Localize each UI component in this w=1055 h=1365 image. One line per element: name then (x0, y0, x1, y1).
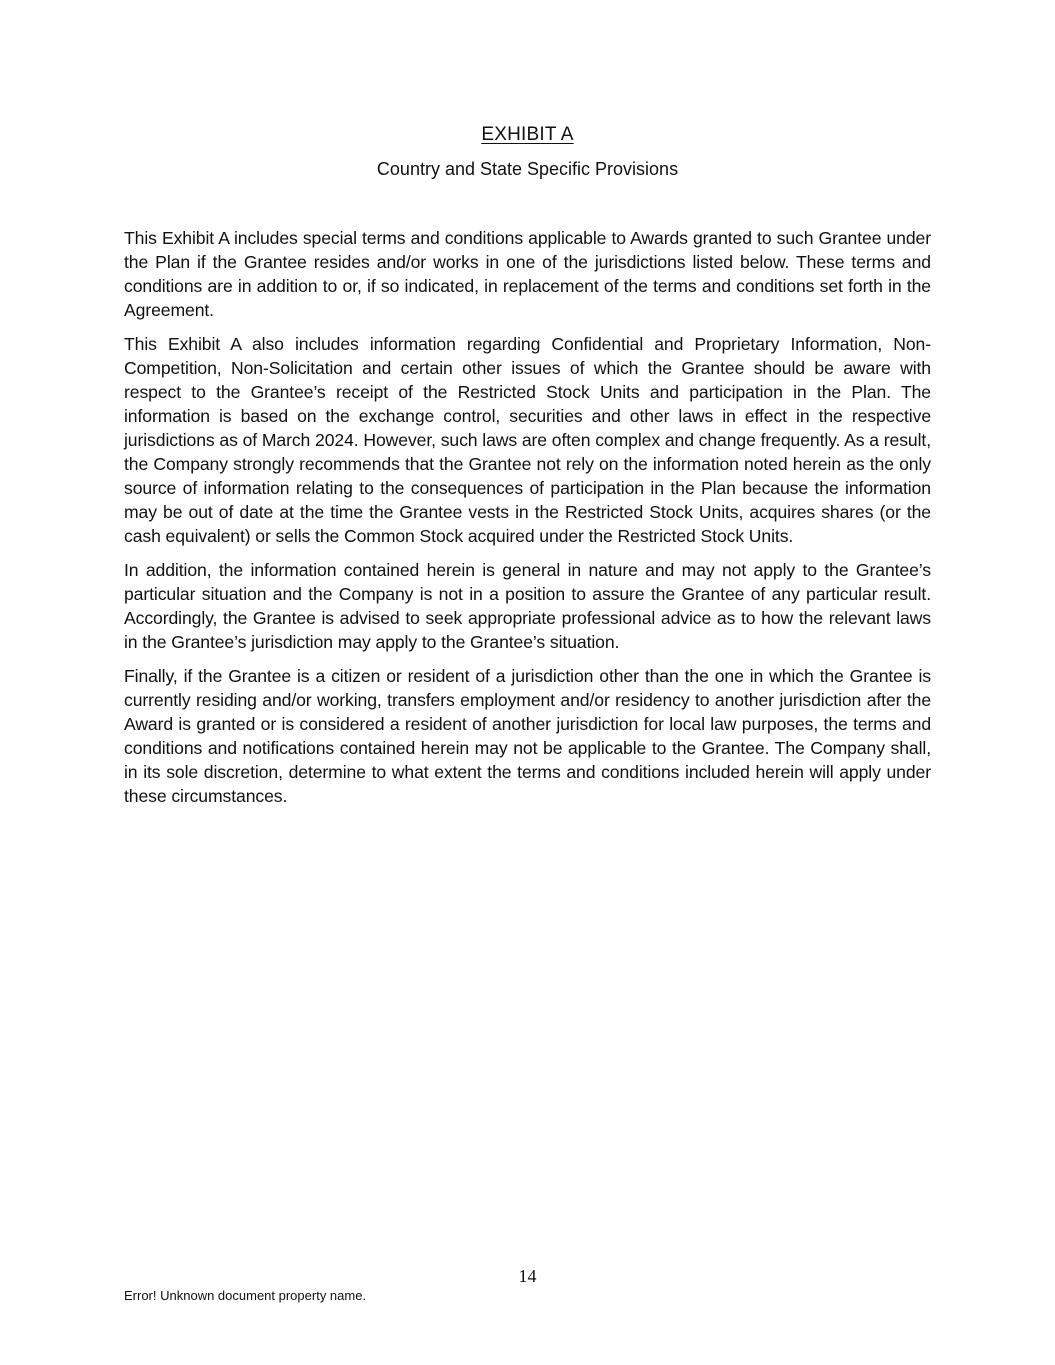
page-number: 14 (518, 1266, 537, 1286)
paragraph-information: This Exhibit A also includes information regarding Confidential and Proprietary Information, Non-Competition, Non-Solicitation and certain other issues of which the Grantee should be aware with respect to the Grantee’s receipt of the Restricted Stock Units and participation in the Plan. The information is based on the exchange control, securities and other laws in effect in the respective jurisdictions as of March 2024. However, such laws are often complex and change frequently. As a result, the Company strongly recommends that the Grantee not rely on the information noted herein as the only source of information relating to the consequences of participation in the Plan because the information may be out of date at the time the Grantee vests in the Restricted Stock Units, acquires shares (or the cash equivalent) or sells the Common Stock acquired under the Restricted Stock Units. (124, 334, 931, 546)
paragraph-finally: Finally, if the Grantee is a citizen or resident of a jurisdiction other than the one in which the Grantee is currently residing and/or working, transfers employment and/or residency to another jurisdiction after the Award is granted or is considered a resident of another jurisdiction for local law purposes, the terms and conditions and notifications contained herein may not be applicable to the Grantee. The Company shall, in its sole discretion, determine to what extent the terms and conditions included herein will apply under these circumstances. (124, 666, 931, 806)
paragraph-general-nature: In addition, the information contained herein is general in nature and may not apply to the Grantee’s particular situation and the Company is not in a position to assure the Grantee of any particular result. Accordingly, the Grantee is advised to seek appropriate professional advice as to how the relevant laws in the Grantee’s jurisdiction may apply to the Grantee’s situation. (124, 560, 931, 652)
footer-note: Error! Unknown document property name. (124, 1288, 367, 1303)
paragraph-intro: This Exhibit A includes special terms and conditions applicable to Awards granted to such Grantee under the Plan if the Grantee resides and/or works in one of the jurisdictions listed below. These terms and conditions are in addition to or, if so indicated, in replacement of the terms and conditions set forth in the Agreement. (124, 228, 931, 320)
exhibit-title: EXHIBIT A (481, 124, 574, 145)
document-body (124, 226, 931, 818)
exhibit-subtitle: Country and State Specific Provisions (376, 159, 679, 179)
